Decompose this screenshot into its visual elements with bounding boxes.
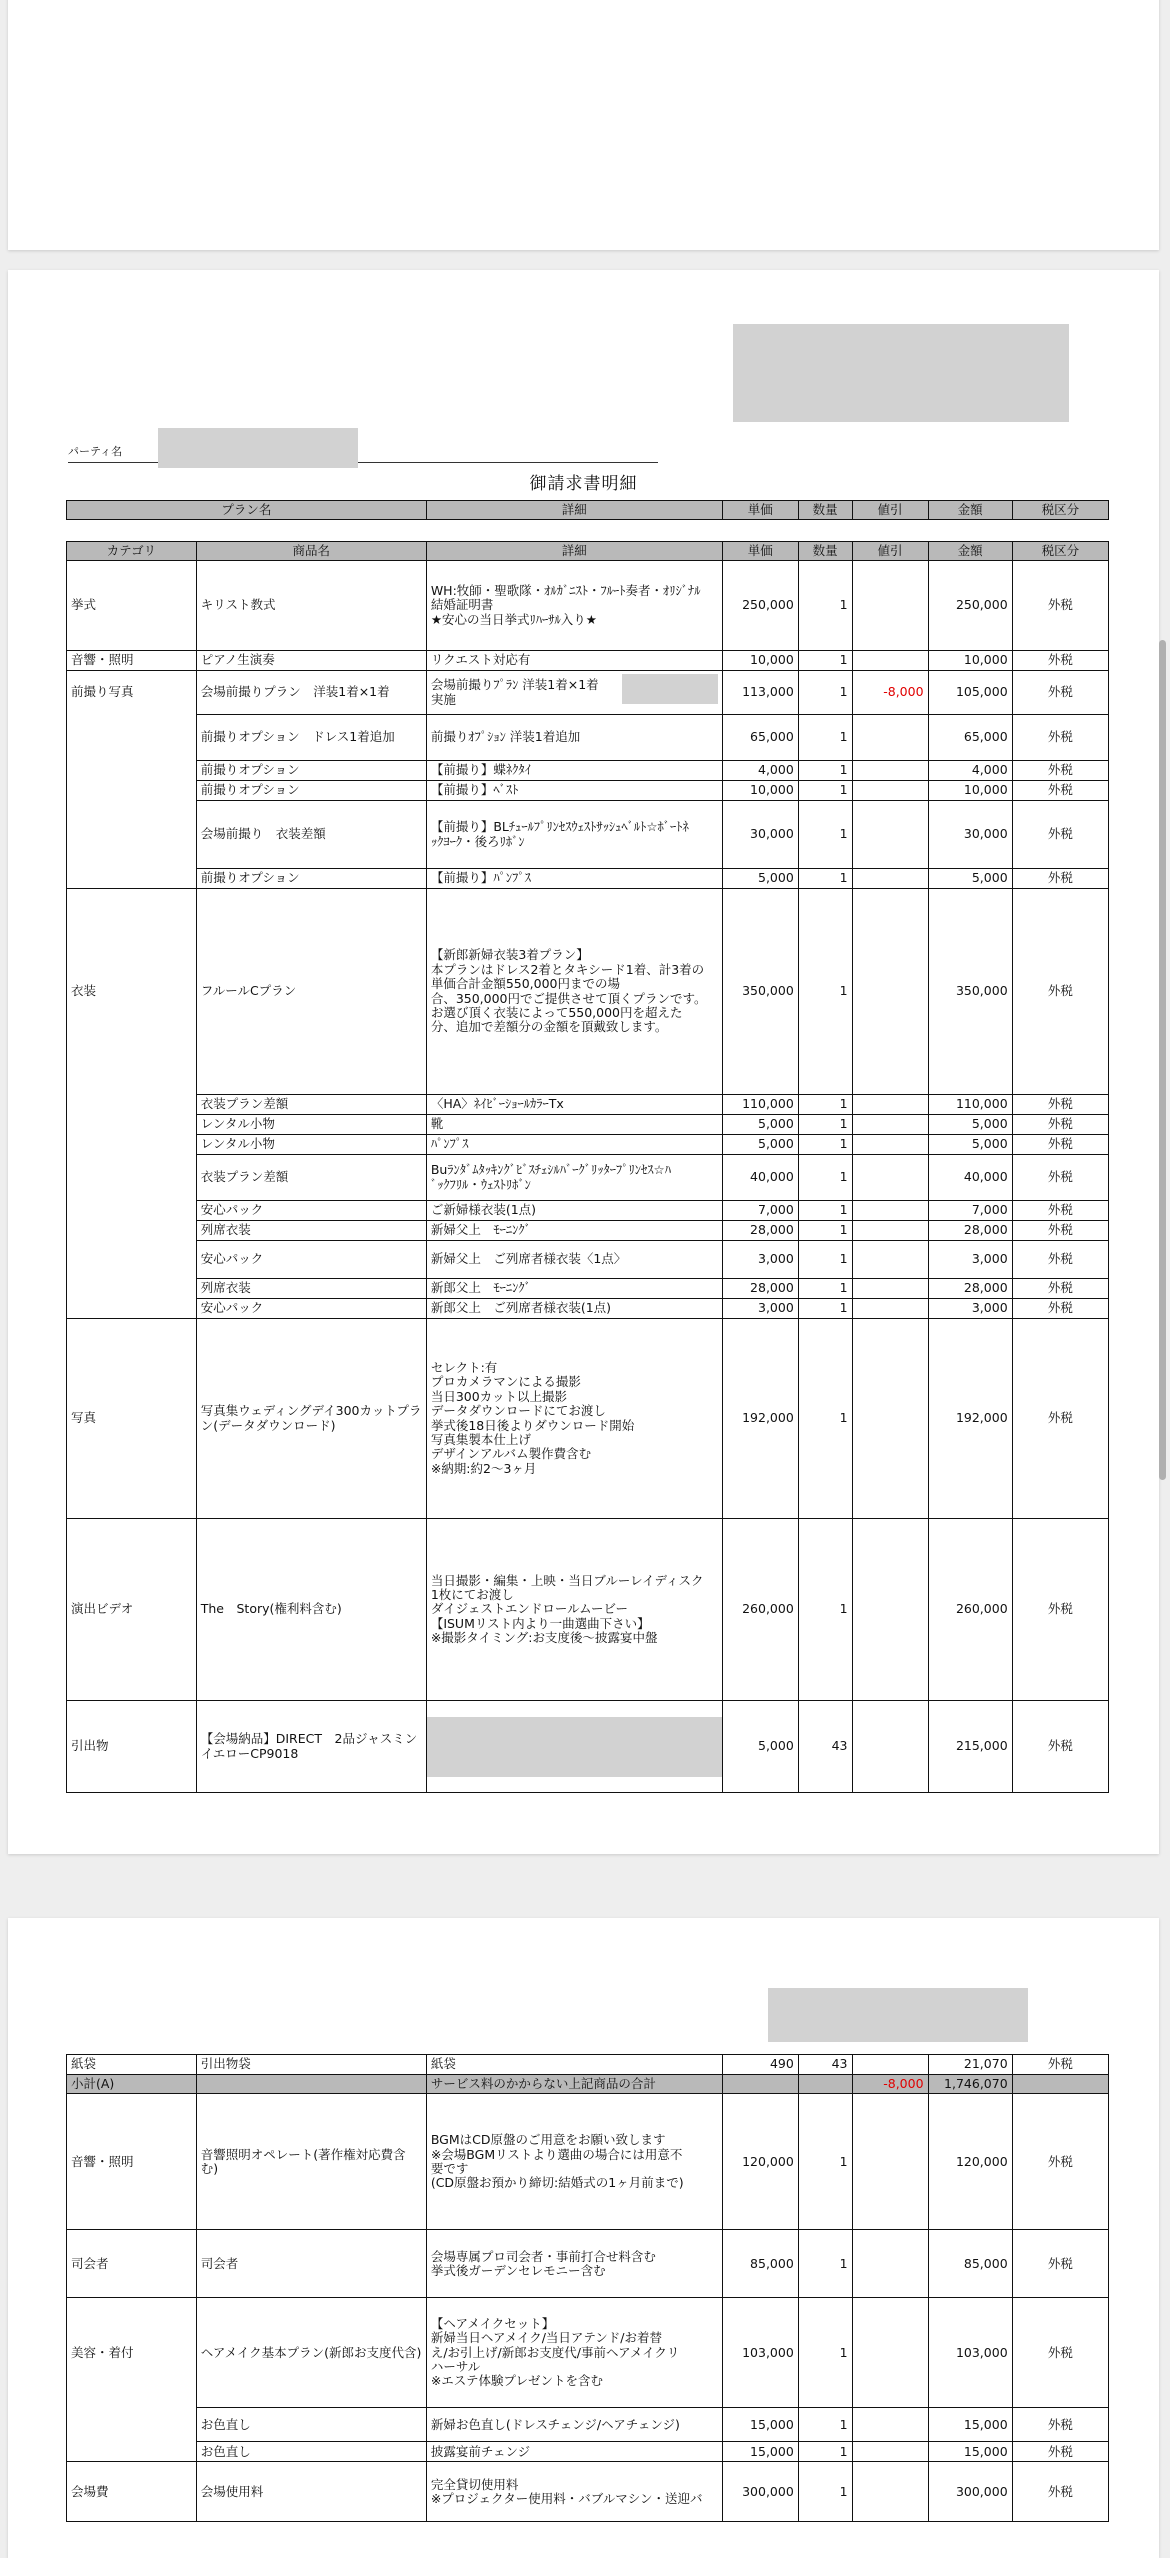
tax-category-cell: 外税 <box>1012 1279 1108 1299</box>
subtotal-empty-cell <box>798 2075 852 2094</box>
unit-price-cell: 260,000 <box>722 1519 798 1701</box>
discount-cell <box>852 1279 928 1299</box>
quantity-cell: 1 <box>798 2408 852 2442</box>
product-cell: 前撮りオプション <box>196 869 426 889</box>
subtotal-amount: 1,746,070 <box>928 2075 1012 2094</box>
product-cell: フルールCプラン <box>196 889 426 1095</box>
column-header-cell: カテゴリ <box>67 542 197 561</box>
quantity-cell: 1 <box>798 869 852 889</box>
discount-cell <box>852 1299 928 1319</box>
amount-cell: 4,000 <box>928 761 1012 781</box>
amount-cell: 120,000 <box>928 2094 1012 2230</box>
quantity-cell: 1 <box>798 1279 852 1299</box>
product-cell: 安心パック <box>196 1299 426 1319</box>
product-cell: 列席衣装 <box>196 1279 426 1299</box>
plan-header-cell: 単価 <box>722 501 798 520</box>
unit-price-cell: 250,000 <box>722 561 798 651</box>
detail-cell <box>426 1701 722 1793</box>
detail-cell: 完全貸切使用料 ※プロジェクター使用料・バブルマシン・送迎バ <box>426 2462 722 2522</box>
amount-cell: 30,000 <box>928 801 1012 869</box>
tax-category-cell: 外税 <box>1012 1701 1108 1793</box>
detail-cell: 当日撮影・編集・上映・当日ブルーレイディスク 1枚にてお渡し ダイジェストエンドロールムービー 【ISUMリスト内より一曲選曲下さい】 ※撮影タイミング:お支度後～披露宴中盤 <box>426 1519 722 1701</box>
amount-cell: 3,000 <box>928 1241 1012 1279</box>
subtotal-empty-cell <box>722 2075 798 2094</box>
invoice-page-2 <box>8 1918 1159 2558</box>
product-cell: レンタル小物 <box>196 1135 426 1155</box>
discount-cell <box>852 2408 928 2442</box>
quantity-cell: 1 <box>798 2230 852 2298</box>
tax-category-cell: 外税 <box>1012 869 1108 889</box>
party-name-label: パーティ名 <box>68 445 123 458</box>
table-row <box>67 1155 1109 1201</box>
quantity-cell: 1 <box>798 801 852 869</box>
column-header-row <box>67 542 1109 561</box>
tax-category-cell: 外税 <box>1012 1241 1108 1279</box>
amount-cell: 85,000 <box>928 2230 1012 2298</box>
table-row <box>67 2094 1109 2230</box>
invoice-items-table-continued <box>66 2054 1109 2522</box>
detail-cell: 会場前撮りﾌﾟﾗﾝ 洋装1着×1着 実施 <box>426 671 722 715</box>
product-cell: 【会場納品】DIRECT 2品ジャスミンイエローCP9018 <box>196 1701 426 1793</box>
detail-cell: 〈HA〉ﾈｲﾋﾞｰｼｮｰﾙｶﾗｰTx <box>426 1095 722 1115</box>
invoice-items-table <box>66 541 1109 1793</box>
category-cell <box>67 1221 197 1241</box>
detail-cell: 【前撮り】ﾍﾞｽﾄ <box>426 781 722 801</box>
amount-cell: 110,000 <box>928 1095 1012 1115</box>
amount-cell: 15,000 <box>928 2408 1012 2442</box>
unit-price-cell: 350,000 <box>722 889 798 1095</box>
unit-price-cell: 85,000 <box>722 2230 798 2298</box>
category-cell: 音響・照明 <box>67 651 197 671</box>
column-header-cell: 単価 <box>722 542 798 561</box>
redacted-party-name <box>158 428 358 468</box>
table-row <box>67 1221 1109 1241</box>
discount-cell <box>852 801 928 869</box>
detail-cell: ご新婦様衣装(1点) <box>426 1201 722 1221</box>
plan-header-cell: 税区分 <box>1012 501 1108 520</box>
tax-category-cell: 外税 <box>1012 2094 1108 2230</box>
discount-cell <box>852 651 928 671</box>
unit-price-cell: 300,000 <box>722 2462 798 2522</box>
table-row <box>67 869 1109 889</box>
plan-header-cell: 値引 <box>852 501 928 520</box>
detail-cell: 【前撮り】ﾊﾟﾝﾌﾟｽ <box>426 869 722 889</box>
unit-price-cell: 3,000 <box>722 1299 798 1319</box>
category-cell: 前撮り写真 <box>67 671 197 715</box>
quantity-cell: 1 <box>798 2462 852 2522</box>
subtotal-label: 小計(A) <box>67 2075 197 2094</box>
table-row <box>67 1279 1109 1299</box>
table-row <box>67 1135 1109 1155</box>
detail-cell: 新婦父上 ﾓｰﾆﾝｸﾞ <box>426 1221 722 1241</box>
product-cell: 写真集ウェディングデイ300カットプラン(データダウンロード) <box>196 1319 426 1519</box>
product-cell: ヘアメイク基本プラン(新郎お支度代含) <box>196 2298 426 2408</box>
table-row <box>67 561 1109 651</box>
amount-cell: 192,000 <box>928 1319 1012 1519</box>
product-cell: 列席衣装 <box>196 1221 426 1241</box>
tax-category-cell: 外税 <box>1012 2230 1108 2298</box>
unit-price-cell: 10,000 <box>722 781 798 801</box>
tax-category-cell: 外税 <box>1012 1135 1108 1155</box>
category-cell <box>67 781 197 801</box>
table-row <box>67 1701 1109 1793</box>
unit-price-cell: 5,000 <box>722 1115 798 1135</box>
product-cell: 会場使用料 <box>196 2462 426 2522</box>
discount-cell <box>852 715 928 761</box>
table-row <box>67 651 1109 671</box>
detail-cell: 新婦お色直し(ドレスチェンジ/ヘアチェンジ) <box>426 2408 722 2442</box>
category-cell <box>67 761 197 781</box>
discount-cell <box>852 2094 928 2230</box>
unit-price-cell: 28,000 <box>722 1279 798 1299</box>
amount-cell: 21,070 <box>928 2055 1012 2075</box>
amount-cell: 300,000 <box>928 2462 1012 2522</box>
unit-price-cell: 103,000 <box>722 2298 798 2408</box>
detail-cell: 会場専属プロ司会者・事前打合せ料含む 挙式後ガーデンセレモニー含む <box>426 2230 722 2298</box>
tax-category-cell: 外税 <box>1012 889 1108 1095</box>
table-row <box>67 1519 1109 1701</box>
detail-cell: 紙袋 <box>426 2055 722 2075</box>
table-row <box>67 1201 1109 1221</box>
quantity-cell: 1 <box>798 671 852 715</box>
column-header-cell: 税区分 <box>1012 542 1108 561</box>
quantity-cell: 1 <box>798 1241 852 1279</box>
party-name-line <box>68 442 658 463</box>
invoice-page-1 <box>8 270 1159 1854</box>
redacted-stamp-area <box>733 324 1069 422</box>
unit-price-cell: 113,000 <box>722 671 798 715</box>
vertical-scrollbar[interactable] <box>1159 640 1166 1480</box>
category-cell <box>67 1279 197 1299</box>
discount-cell <box>852 1319 928 1519</box>
quantity-cell: 1 <box>798 1519 852 1701</box>
amount-cell: 350,000 <box>928 889 1012 1095</box>
unit-price-cell: 10,000 <box>722 651 798 671</box>
unit-price-cell: 192,000 <box>722 1319 798 1519</box>
category-cell: 音響・照明 <box>67 2094 197 2230</box>
product-cell: 音響照明オペレート(著作権対応費含む) <box>196 2094 426 2230</box>
detail-cell: 【前撮り】BLﾁｭｰﾙﾌﾟﾘﾝｾｽｳｪｽﾄｻｯｼｭﾍﾞﾙﾄ☆ﾎﾞｰﾄﾈ ｯｸﾖｰｸ・後ろﾘﾎﾞﾝ <box>426 801 722 869</box>
quantity-cell: 43 <box>798 1701 852 1793</box>
discount-cell <box>852 1701 928 1793</box>
redacted-detail <box>427 1717 722 1777</box>
subtotal-empty-cell <box>1012 2075 1108 2094</box>
product-cell: 安心パック <box>196 1241 426 1279</box>
discount-cell <box>852 869 928 889</box>
discount-cell <box>852 2462 928 2522</box>
category-cell: 紙袋 <box>67 2055 197 2075</box>
tax-category-cell: 外税 <box>1012 1095 1108 1115</box>
tax-category-cell: 外税 <box>1012 1519 1108 1701</box>
column-header-cell: 金額 <box>928 542 1012 561</box>
product-cell: 引出物袋 <box>196 2055 426 2075</box>
category-cell <box>67 801 197 869</box>
discount-cell <box>852 761 928 781</box>
product-cell: 前撮りオプション ドレス1着追加 <box>196 715 426 761</box>
table-row <box>67 2298 1109 2408</box>
category-cell <box>67 869 197 889</box>
category-cell <box>67 2442 197 2462</box>
quantity-cell: 1 <box>798 1221 852 1241</box>
unit-price-cell: 40,000 <box>722 1155 798 1201</box>
product-cell: お色直し <box>196 2442 426 2462</box>
amount-cell: 5,000 <box>928 1115 1012 1135</box>
tax-category-cell: 外税 <box>1012 715 1108 761</box>
subtotal-row <box>67 2075 1109 2094</box>
table-row <box>67 1115 1109 1135</box>
discount-cell: -8,000 <box>852 671 928 715</box>
detail-cell: Buﾗﾝﾀﾞﾑﾀｯｷﾝｸﾞﾋﾞｽﾁｪｼﾙﾊﾞｰｸﾞﾘｯﾀｰﾌﾟﾘﾝｾｽ☆ﾊ ﾞｯｸﾌﾘﾙ・ｳｪｽﾄﾘﾎﾞﾝ <box>426 1155 722 1201</box>
subtotal-empty-cell <box>196 2075 426 2094</box>
table-row <box>67 889 1109 1095</box>
tax-category-cell: 外税 <box>1012 801 1108 869</box>
category-cell: 会場費 <box>67 2462 197 2522</box>
amount-cell: 28,000 <box>928 1279 1012 1299</box>
amount-cell: 5,000 <box>928 1135 1012 1155</box>
detail-cell: WH:牧師・聖歌隊・ｵﾙｶﾞﾆｽﾄ・ﾌﾙｰﾄ奏者・ｵﾘｼﾞﾅﾙ 結婚証明書 ★安心の当日挙式ﾘﾊｰｻﾙ入り★ <box>426 561 722 651</box>
discount-cell <box>852 1115 928 1135</box>
table-row <box>67 1319 1109 1519</box>
discount-cell <box>852 781 928 801</box>
quantity-cell: 1 <box>798 1155 852 1201</box>
tax-category-cell: 外税 <box>1012 781 1108 801</box>
category-cell: 挙式 <box>67 561 197 651</box>
tax-category-cell: 外税 <box>1012 651 1108 671</box>
unit-price-cell: 15,000 <box>722 2442 798 2462</box>
product-cell: The Story(権利料含む) <box>196 1519 426 1701</box>
table-row <box>67 2442 1109 2462</box>
quantity-cell: 1 <box>798 2298 852 2408</box>
unit-price-cell: 5,000 <box>722 1135 798 1155</box>
unit-price-cell: 3,000 <box>722 1241 798 1279</box>
amount-cell: 7,000 <box>928 1201 1012 1221</box>
plan-header-cell: 金額 <box>928 501 1012 520</box>
subtotal-discount: -8,000 <box>852 2075 928 2094</box>
unit-price-cell: 15,000 <box>722 2408 798 2442</box>
product-cell: 司会者 <box>196 2230 426 2298</box>
category-cell <box>67 1299 197 1319</box>
plan-header-cell: 数量 <box>798 501 852 520</box>
detail-cell: 【前撮り】蝶ﾈｸﾀｲ <box>426 761 722 781</box>
column-header-cell: 値引 <box>852 542 928 561</box>
category-cell: 衣装 <box>67 889 197 1095</box>
detail-cell: セレクト:有 プロカメラマンによる撮影 当日300カット以上撮影 データダウンロードにてお渡し 挙式後18日後よりダウンロード開始 写真集製本仕上げ デザインアルバム製作費含む ※納期:約2～3ヶ月 <box>426 1319 722 1519</box>
table-row <box>67 1299 1109 1319</box>
category-cell: 演出ビデオ <box>67 1519 197 1701</box>
plan-header-cell: 詳細 <box>426 501 722 520</box>
quantity-cell: 1 <box>798 1299 852 1319</box>
table-row <box>67 1095 1109 1115</box>
product-cell: 会場前撮り 衣装差額 <box>196 801 426 869</box>
tax-category-cell: 外税 <box>1012 2408 1108 2442</box>
discount-cell <box>852 889 928 1095</box>
document-title: 御請求書明細 <box>529 474 638 494</box>
amount-cell: 10,000 <box>928 651 1012 671</box>
unit-price-cell: 5,000 <box>722 869 798 889</box>
discount-cell <box>852 2055 928 2075</box>
detail-cell: 【ヘアメイクセット】 新婦当日ヘアメイク/当日アテンド/お着替 え/お引上げ/新郎お支度代/事前ヘアメイクリ ハーサル ※エステ体験プレゼントを含む <box>426 2298 722 2408</box>
unit-price-cell: 110,000 <box>722 1095 798 1115</box>
product-cell: キリスト教式 <box>196 561 426 651</box>
quantity-cell: 1 <box>798 761 852 781</box>
detail-cell: 新郎父上 ﾓｰﾆﾝｸﾞ <box>426 1279 722 1299</box>
category-cell <box>67 1155 197 1201</box>
tax-category-cell: 外税 <box>1012 1221 1108 1241</box>
discount-cell <box>852 1135 928 1155</box>
category-cell: 美容・着付 <box>67 2298 197 2408</box>
discount-cell <box>852 1221 928 1241</box>
quantity-cell: 1 <box>798 715 852 761</box>
quantity-cell: 1 <box>798 2442 852 2462</box>
subtotal-detail: サービス料のかからない上記商品の合計 <box>426 2075 722 2094</box>
table-row <box>67 715 1109 761</box>
table-row <box>67 2408 1109 2442</box>
product-cell: ピアノ生演奏 <box>196 651 426 671</box>
tax-category-cell: 外税 <box>1012 1115 1108 1135</box>
tax-category-cell: 外税 <box>1012 1155 1108 1201</box>
category-cell: 写真 <box>67 1319 197 1519</box>
discount-cell <box>852 1519 928 1701</box>
product-cell: 衣装プラン差額 <box>196 1095 426 1115</box>
amount-cell: 103,000 <box>928 2298 1012 2408</box>
unit-price-cell: 490 <box>722 2055 798 2075</box>
product-cell: 会場前撮りプラン 洋装1着×1着 <box>196 671 426 715</box>
column-header-cell: 数量 <box>798 542 852 561</box>
amount-cell: 40,000 <box>928 1155 1012 1201</box>
detail-cell: 【新郎新婦衣装3着プラン】 本プランはドレス2着とタキシード1着、計3着の 単価合計金額550,000円までの場 合、350,000円でご提供させて頂くプランです。 お選び頂く衣装によって550,000円を超えた 分、追加で差額分の金額を頂戴致します。 <box>426 889 722 1095</box>
discount-cell <box>852 2230 928 2298</box>
product-cell: 前撮りオプション <box>196 781 426 801</box>
category-cell <box>67 1241 197 1279</box>
category-cell <box>67 1095 197 1115</box>
quantity-cell: 1 <box>798 1115 852 1135</box>
product-cell: 安心パック <box>196 1201 426 1221</box>
table-row <box>67 1241 1109 1279</box>
unit-price-cell: 7,000 <box>722 1201 798 1221</box>
table-row <box>67 671 1109 715</box>
table-row <box>67 2055 1109 2075</box>
quantity-cell: 1 <box>798 781 852 801</box>
quantity-cell: 1 <box>798 651 852 671</box>
unit-price-cell: 5,000 <box>722 1701 798 1793</box>
detail-cell: 靴 <box>426 1115 722 1135</box>
category-cell: 引出物 <box>67 1701 197 1793</box>
column-header-cell: 詳細 <box>426 542 722 561</box>
discount-cell <box>852 1155 928 1201</box>
unit-price-cell: 30,000 <box>722 801 798 869</box>
unit-price-cell: 4,000 <box>722 761 798 781</box>
detail-cell: リクエスト対応有 <box>426 651 722 671</box>
amount-cell: 3,000 <box>928 1299 1012 1319</box>
discount-cell <box>852 2442 928 2462</box>
discount-cell <box>852 561 928 651</box>
discount-cell <box>852 1201 928 1221</box>
unit-price-cell: 120,000 <box>722 2094 798 2230</box>
quantity-cell: 1 <box>798 1319 852 1519</box>
product-cell: お色直し <box>196 2408 426 2442</box>
detail-cell: 前撮りｵﾌﾟｼｮﾝ 洋装1着追加 <box>426 715 722 761</box>
tax-category-cell: 外税 <box>1012 1299 1108 1319</box>
column-header-cell: 商品名 <box>196 542 426 561</box>
plan-header-table <box>66 500 1109 520</box>
amount-cell: 65,000 <box>928 715 1012 761</box>
quantity-cell: 1 <box>798 561 852 651</box>
quantity-cell: 43 <box>798 2055 852 2075</box>
quantity-cell: 1 <box>798 1201 852 1221</box>
amount-cell: 15,000 <box>928 2442 1012 2462</box>
amount-cell: 5,000 <box>928 869 1012 889</box>
tax-category-cell: 外税 <box>1012 2298 1108 2408</box>
detail-cell: 新婦父上 ご列席者様衣装〈1点〉 <box>426 1241 722 1279</box>
detail-cell: 新郎父上 ご列席者様衣装(1点) <box>426 1299 722 1319</box>
category-cell: 司会者 <box>67 2230 197 2298</box>
category-cell <box>67 1115 197 1135</box>
tax-category-cell: 外税 <box>1012 1201 1108 1221</box>
tax-category-cell: 外税 <box>1012 1319 1108 1519</box>
tax-category-cell: 外税 <box>1012 671 1108 715</box>
amount-cell: 215,000 <box>928 1701 1012 1793</box>
tax-category-cell: 外税 <box>1012 561 1108 651</box>
discount-cell <box>852 1095 928 1115</box>
category-cell <box>67 715 197 761</box>
amount-cell: 28,000 <box>928 1221 1012 1241</box>
amount-cell: 250,000 <box>928 561 1012 651</box>
amount-cell: 260,000 <box>928 1519 1012 1701</box>
plan-header-cell: プラン名 <box>67 501 427 520</box>
quantity-cell: 1 <box>798 889 852 1095</box>
unit-price-cell: 65,000 <box>722 715 798 761</box>
tax-category-cell: 外税 <box>1012 2055 1108 2075</box>
discount-cell <box>852 2298 928 2408</box>
table-row <box>67 801 1109 869</box>
tax-category-cell: 外税 <box>1012 761 1108 781</box>
detail-cell: 披露宴前チェンジ <box>426 2442 722 2462</box>
previous-page <box>8 0 1159 250</box>
tax-category-cell: 外税 <box>1012 2462 1108 2522</box>
table-row <box>67 2230 1109 2298</box>
category-cell <box>67 2408 197 2442</box>
detail-cell: BGMはCD原盤のご用意をお願い致します ※会場BGMリストより選曲の場合には用意不 要です (CD原盤お預かり締切:結婚式の1ヶ月前まで) <box>426 2094 722 2230</box>
product-cell: レンタル小物 <box>196 1115 426 1135</box>
table-row <box>67 781 1109 801</box>
amount-cell: 105,000 <box>928 671 1012 715</box>
table-row <box>67 2462 1109 2522</box>
category-cell <box>67 1201 197 1221</box>
quantity-cell: 1 <box>798 1135 852 1155</box>
redacted-detail <box>622 674 718 704</box>
quantity-cell: 1 <box>798 2094 852 2230</box>
amount-cell: 10,000 <box>928 781 1012 801</box>
tax-category-cell: 外税 <box>1012 2442 1108 2462</box>
product-cell: 衣装プラン差額 <box>196 1155 426 1201</box>
table-row <box>67 761 1109 781</box>
product-cell: 前撮りオプション <box>196 761 426 781</box>
quantity-cell: 1 <box>798 1095 852 1115</box>
category-cell <box>67 1135 197 1155</box>
redacted-stamp-area <box>768 1988 1028 2042</box>
unit-price-cell: 28,000 <box>722 1221 798 1241</box>
detail-cell: ﾊﾟﾝﾌﾟｽ <box>426 1135 722 1155</box>
discount-cell <box>852 1241 928 1279</box>
